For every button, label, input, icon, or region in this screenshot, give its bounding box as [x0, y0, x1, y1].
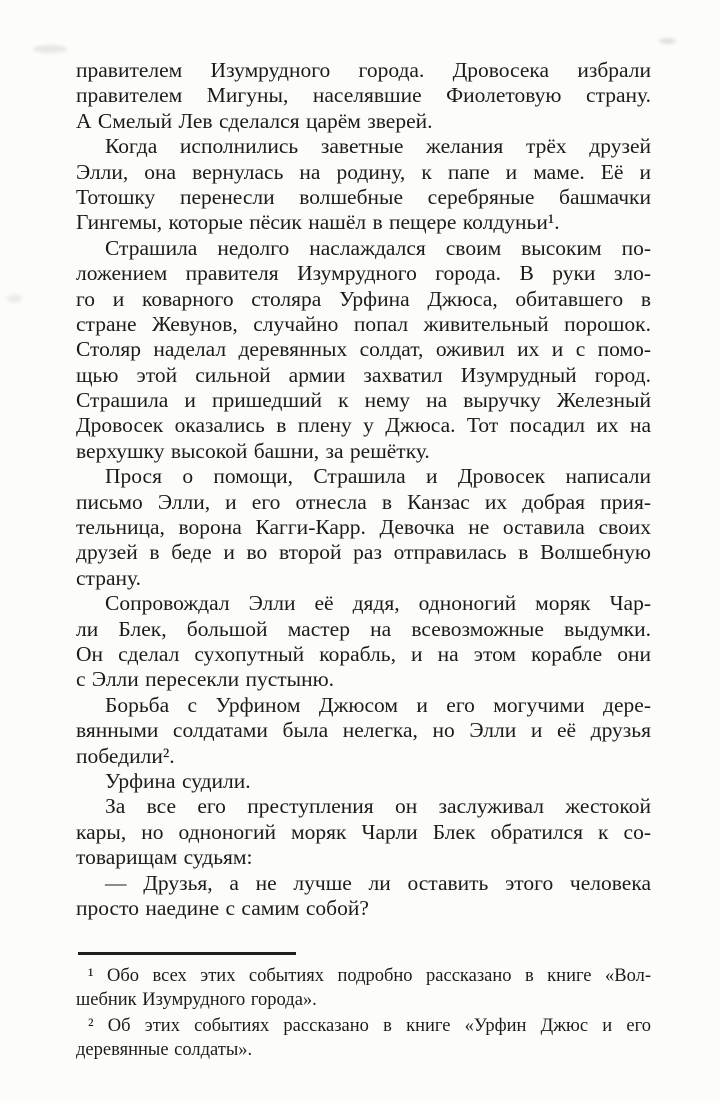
text-line: кары, но одноногий моряк Чарли Блек обратился к со-: [76, 819, 651, 844]
text-line: стране Жевунов, случайно попал живительный порошок.: [76, 311, 651, 336]
scan-smudge: [33, 45, 67, 53]
text-line: Гингемы, которые пёсик нашёл в пещере колдуньи¹.: [76, 210, 560, 235]
text-line: с Элли пересекли пустыню.: [76, 667, 335, 692]
text-line: правителем Изумрудного города. Дровосека избрали: [76, 58, 651, 82]
body-text: [76, 58, 651, 921]
footnotes: [76, 965, 651, 1062]
paragraph: [76, 769, 651, 794]
text-line: вянными солдатами была нелегка, но Элли и её друзья: [76, 718, 651, 743]
footnote-separator: [78, 952, 296, 955]
text-line: Он сделал сухопутный корабль, и на этом корабле они: [76, 641, 651, 666]
text-line: Страшила и пришедший к нему на выручку Железный: [76, 388, 651, 413]
paragraph: [76, 591, 651, 693]
text-line: го и коварного столяра Урфина Джюса, обитавшего в: [76, 286, 651, 311]
paragraph: [76, 693, 651, 769]
paragraph: [76, 794, 651, 870]
text-line: Тотошку перенесли волшебные серебряные башмачки: [76, 184, 651, 209]
paragraph: [76, 236, 651, 465]
text-line: тельница, ворона Кагги-Карр. Девочка не оставила своих: [76, 515, 651, 540]
footnote-line: шебник Изумрудного города».: [76, 989, 317, 1010]
text-line: Когда исполнились заветные желания трёх друзей: [105, 134, 651, 159]
text-line: друзей в беде и во второй раз отправилась в Волшебную: [76, 540, 651, 565]
text-line: Дровосек оказались в плену у Джюса. Тот посадил их на: [76, 413, 651, 438]
text-line: Прося о помощи, Страшила и Дровосек написали: [105, 464, 651, 489]
text-line: ли Блек, большой мастер на всевозможные выдумки.: [76, 616, 651, 641]
text-line: товарищам судьям:: [76, 845, 253, 870]
text-line: — Друзья, а не лучше ли оставить этого человека: [105, 870, 651, 895]
text-line: За все его преступления он заслуживал жестокой: [105, 794, 651, 819]
paragraph: [76, 134, 651, 236]
text-line: Сопровождал Элли её дядя, одноногий моряк Чар-: [105, 591, 651, 616]
text-line: страну.: [76, 565, 141, 590]
text-line: победили².: [76, 743, 175, 768]
footnote: [76, 1015, 651, 1062]
scan-smudge: [7, 294, 22, 303]
paragraph: [76, 464, 651, 591]
text-line: Урфина судили.: [105, 768, 251, 793]
footnote-line: деревянные солдаты».: [76, 1039, 253, 1060]
text-line: ложением правителя Изумрудного города. В руки зло-: [76, 261, 651, 286]
text-line: правителем Мигуны, населявшие Фиолетовую страну.: [76, 83, 651, 108]
text-line: Элли, она вернулась на родину, к папе и маме. Её и: [76, 159, 651, 184]
scan-smudge: [659, 38, 676, 44]
footnote: [76, 965, 651, 1012]
text-line: щью этой сильной армии захватил Изумрудный город.: [76, 362, 651, 387]
text-line: Борьба с Урфином Джюсом и его могучими дере-: [105, 692, 651, 717]
text-line: Страшила недолго наслаждался своим высоким по-: [105, 235, 651, 260]
footnote-line: ¹ Обо всех этих событиях подробно рассказано в книге «Вол-: [88, 966, 651, 987]
text-line: письмо Элли, и его отнесла в Канзас их добрая прия-: [76, 489, 651, 514]
text-line: просто наедине с самим собой?: [76, 895, 369, 920]
paragraph: [76, 58, 651, 134]
paragraph: [76, 871, 651, 922]
text-line: А Смелый Лев сделался царём зверей.: [76, 108, 433, 133]
text-line: Столяр наделал деревянных солдат, оживил их и с помо-: [76, 337, 651, 362]
footnote-line: ² Об этих событиях рассказано в книге «Урфин Джюс и его: [88, 1016, 651, 1037]
text-line: верхушку высокой башни, за решётку.: [76, 438, 430, 463]
